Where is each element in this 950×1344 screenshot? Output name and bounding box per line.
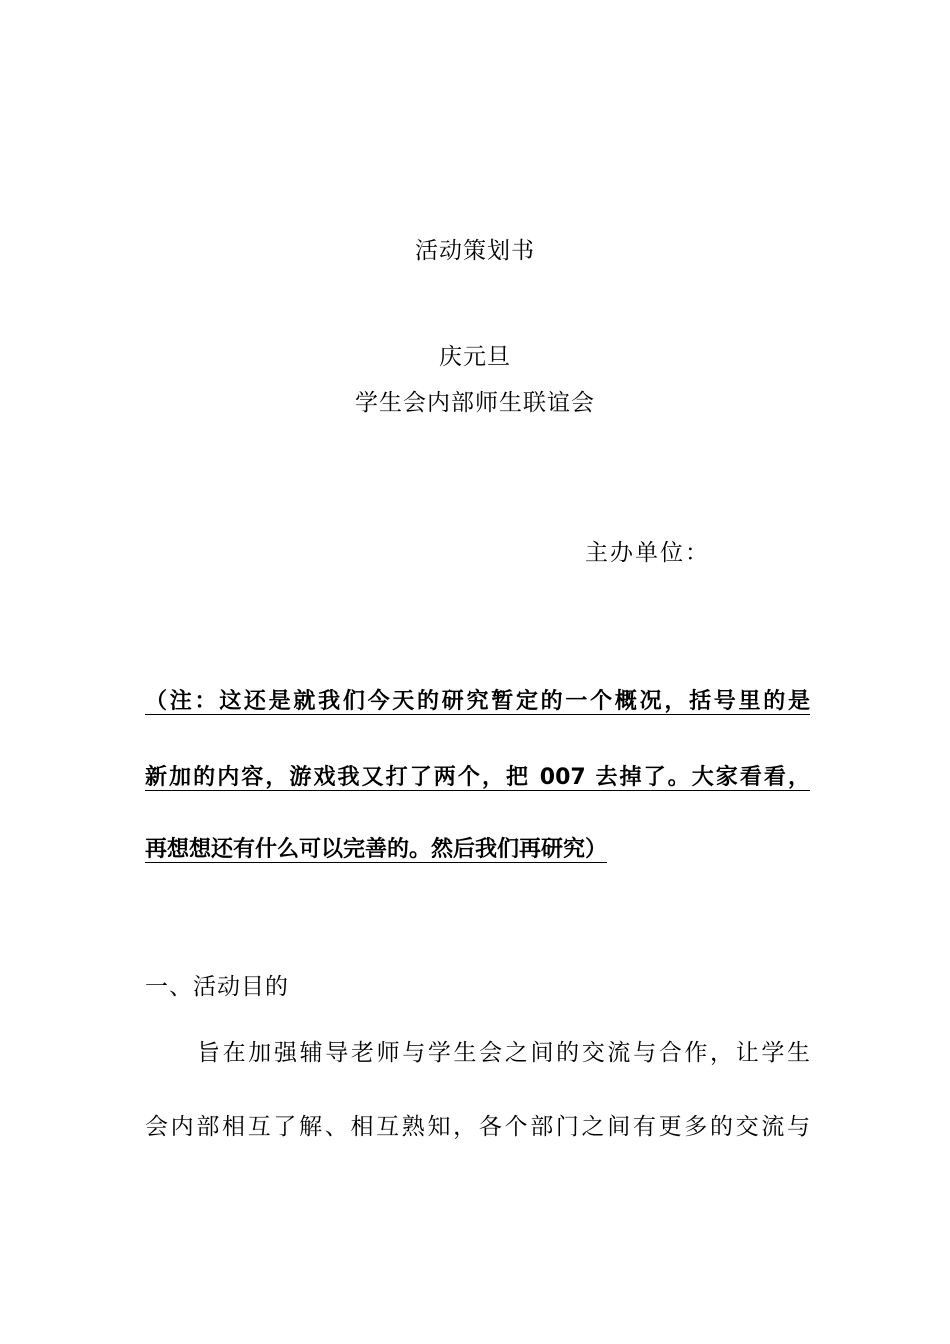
paragraph-line-1: 旨在加强辅导老师与学生会之间的交流与合作，让学生 — [197, 1040, 810, 1066]
note-line-1: （注：这还是就我们今天的研究暂定的一个概况，括号里的是 — [145, 689, 810, 714]
note-line-3: 再想想还有什么可以完善的。然后我们再研究） — [145, 837, 608, 862]
section-heading: 一、活动目的 — [145, 974, 289, 1000]
paragraph-line-2: 会内部相互了解、相互熟知，各个部门之间有更多的交流与 — [145, 1114, 810, 1140]
note-line-2: 新加的内容，游戏我又打了两个，把 007 去掉了。大家看看， — [145, 765, 810, 790]
subtitle-line-2: 学生会内部师生联谊会 — [355, 390, 595, 416]
document-title: 活动策划书 — [415, 238, 535, 264]
subtitle-line-1: 庆元旦 — [439, 344, 511, 370]
host-label: 主办单位： — [585, 540, 710, 566]
